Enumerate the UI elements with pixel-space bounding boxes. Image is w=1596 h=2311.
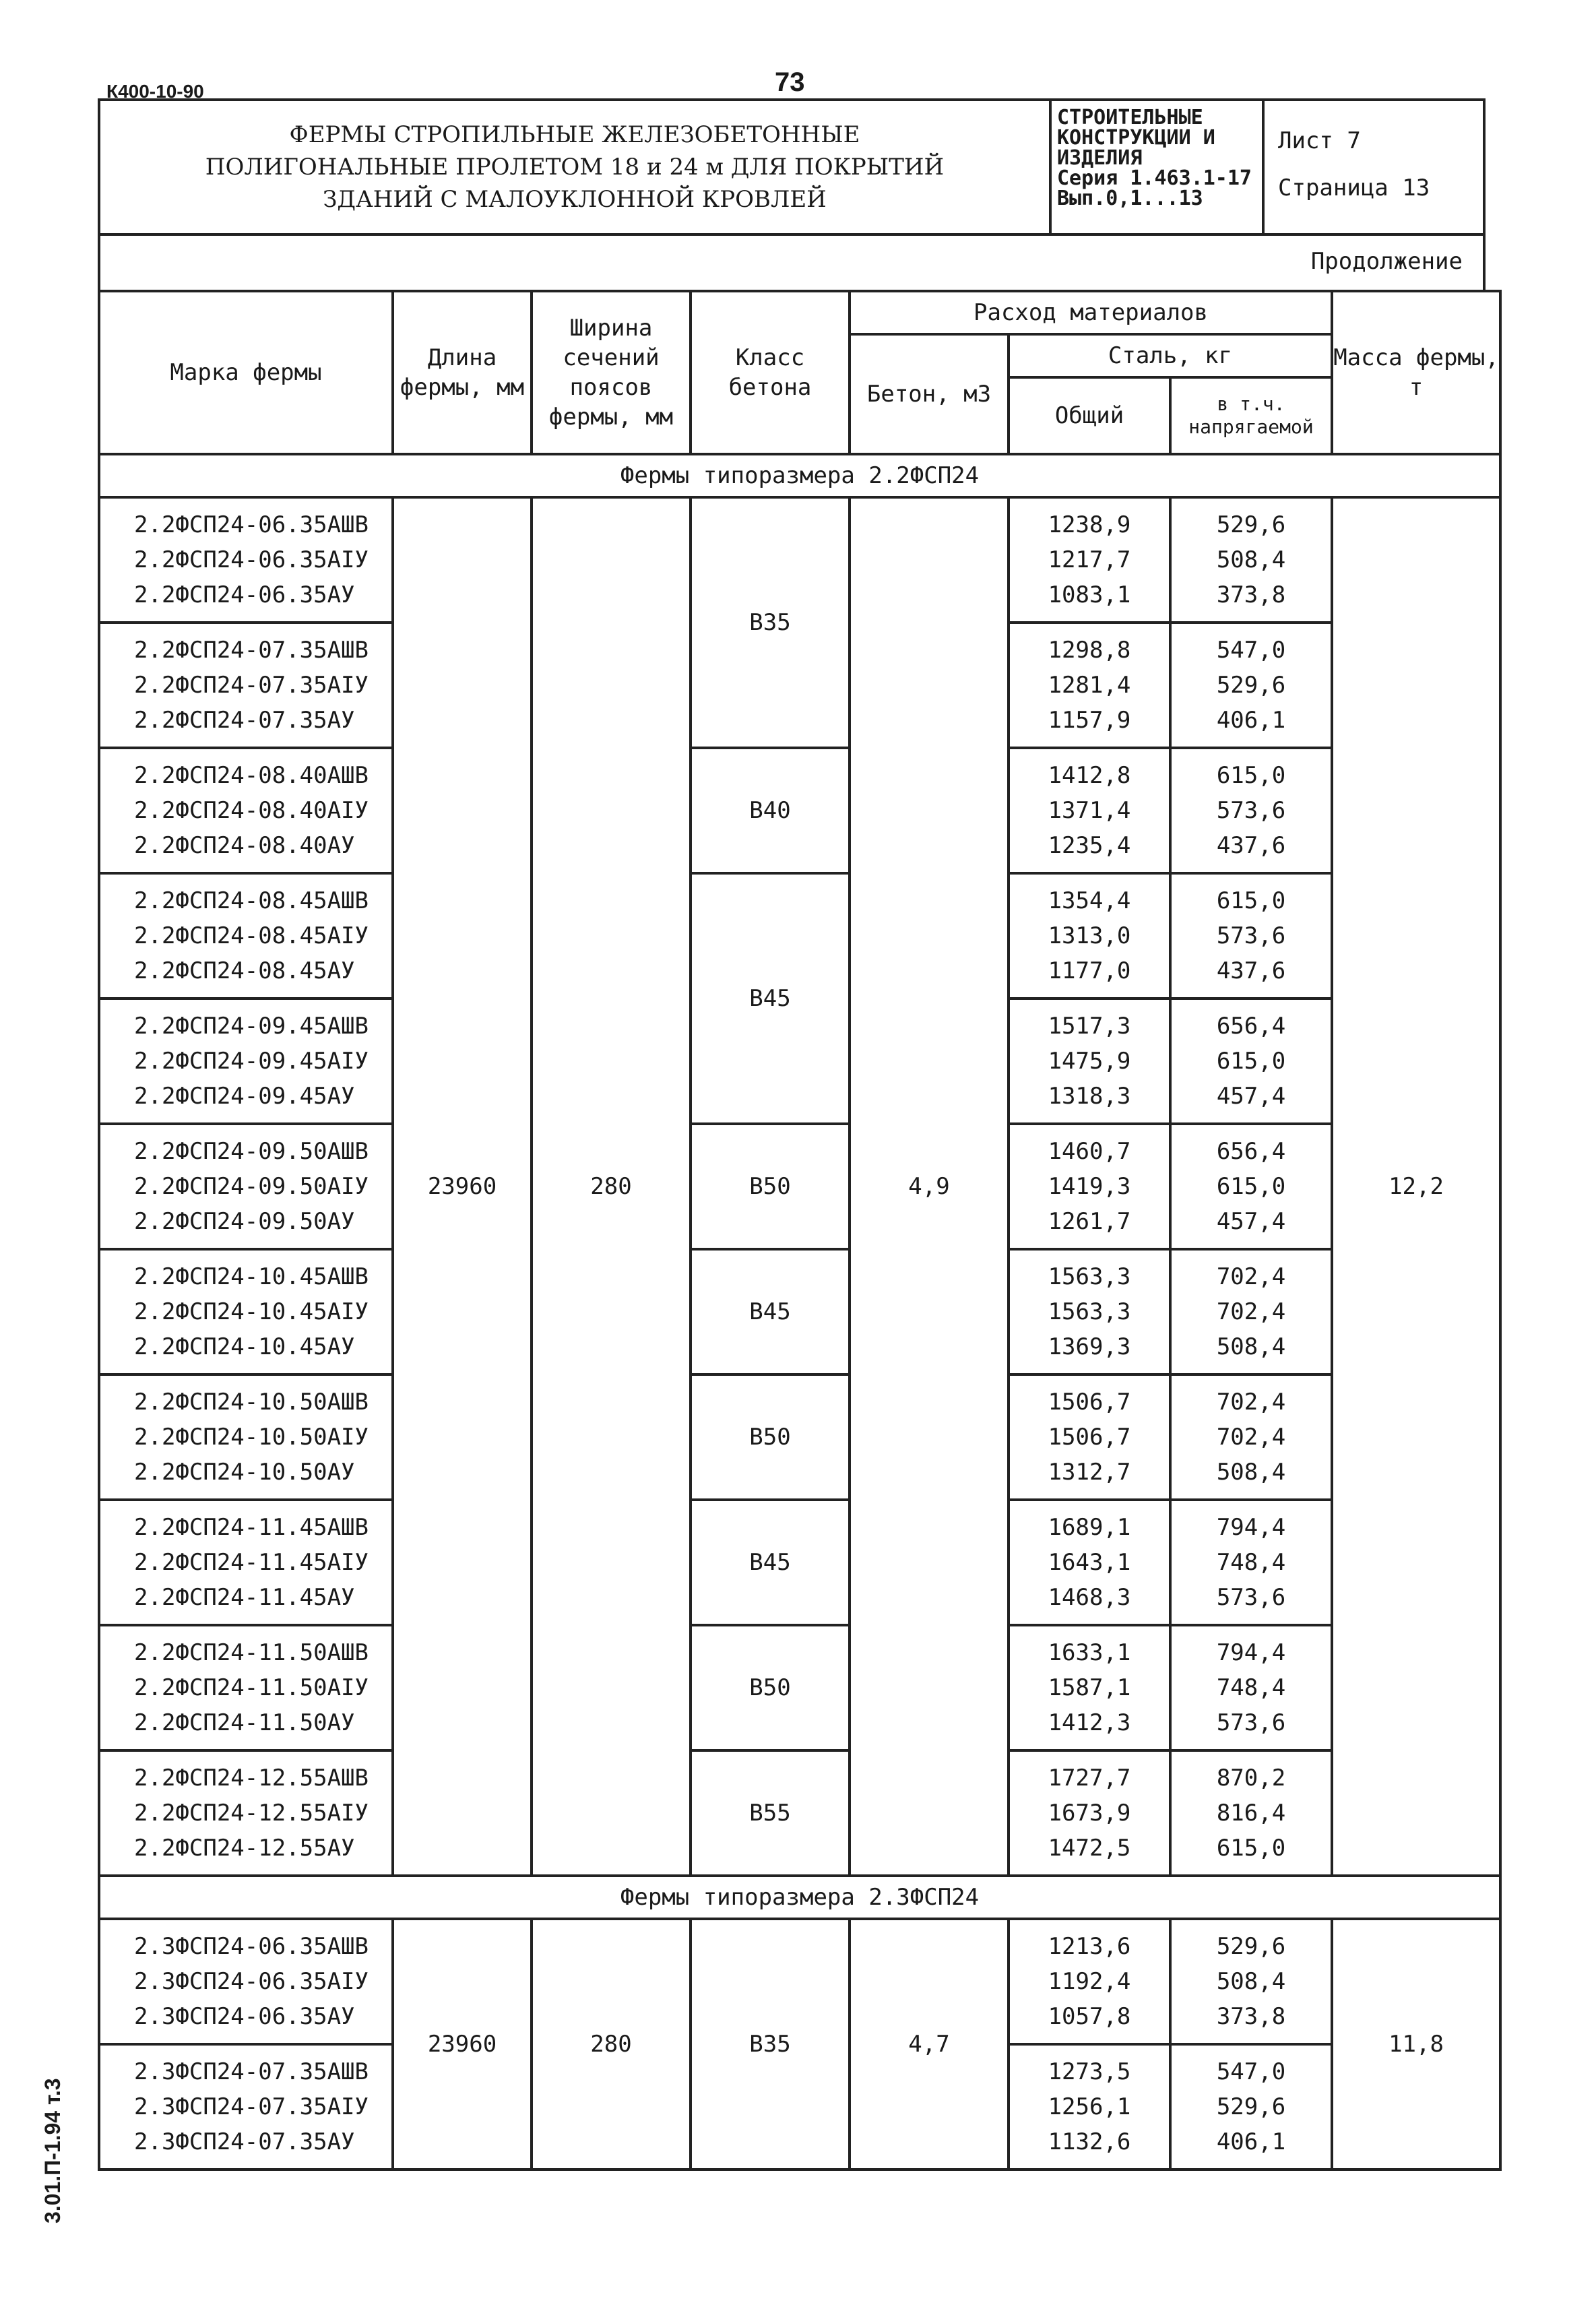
mark-cell xyxy=(99,2044,393,2170)
table-row xyxy=(99,1124,1500,1249)
steel-prestressed-value: 373,8 xyxy=(1216,581,1286,608)
truss-table xyxy=(98,290,1502,2171)
steel-prestressed-cell xyxy=(1170,748,1332,873)
mark-text: 2.2ФСП24-07.35АIУ xyxy=(134,672,369,699)
mass-cell: 12,2 xyxy=(1332,497,1500,1876)
group-title: Фермы типоразмера 2.2ФСП24 xyxy=(99,454,1500,497)
steel-prestressed-value: 457,4 xyxy=(1216,1208,1286,1235)
steel-total-value: 1472,5 xyxy=(1048,1835,1131,1862)
steel-total-value: 1256,1 xyxy=(1048,2093,1131,2120)
width-cell: 280 xyxy=(532,497,691,1876)
col-steel-total: Общий xyxy=(1009,377,1170,454)
mark-text: 2.2ФСП24-10.45АУ xyxy=(134,1333,355,1360)
mark-cell xyxy=(99,999,393,1124)
steel-prestressed-value: 508,4 xyxy=(1216,1459,1286,1486)
steel-total-cell xyxy=(1009,1919,1170,2044)
mark-text: 2.2ФСП24-11.50АУ xyxy=(134,1709,355,1736)
mark-text: 2.3ФСП24-07.35АШВ xyxy=(134,2058,369,2085)
mark-text: 2.2ФСП24-09.45АУ xyxy=(134,1083,355,1110)
class-cell: B50 xyxy=(691,1374,850,1500)
mark-cell xyxy=(99,1124,393,1249)
col-mass: Масса фермы, т xyxy=(1332,291,1500,454)
steel-prestressed-value: 573,6 xyxy=(1216,1709,1286,1736)
steel-total-value: 1506,7 xyxy=(1048,1389,1131,1416)
col-class: Класс бетона xyxy=(691,291,850,454)
col-width: Ширина сечений поясов фермы, мм xyxy=(532,291,691,454)
group-row xyxy=(99,454,1500,497)
steel-prestressed-value: 870,2 xyxy=(1216,1765,1286,1792)
mark-text: 2.2ФСП24-09.45АIУ xyxy=(134,1048,369,1075)
steel-total-cell xyxy=(1009,1124,1170,1249)
steel-prestressed-value: 437,6 xyxy=(1216,957,1286,984)
table-row xyxy=(99,873,1500,999)
steel-total-value: 1083,1 xyxy=(1048,581,1131,608)
class-cell: B45 xyxy=(691,1249,850,1374)
steel-total-cell xyxy=(1009,497,1170,623)
steel-total-value: 1475,9 xyxy=(1048,1048,1131,1075)
steel-total-value: 1587,1 xyxy=(1048,1674,1131,1701)
steel-total-cell xyxy=(1009,623,1170,748)
table-row xyxy=(99,748,1500,873)
mark-text: 2.3ФСП24-06.35АIУ xyxy=(134,1968,369,1995)
steel-prestressed-cell xyxy=(1170,1625,1332,1750)
steel-prestressed-value: 615,0 xyxy=(1216,762,1286,789)
steel-total-value: 1460,7 xyxy=(1048,1138,1131,1165)
length-cell: 23960 xyxy=(393,1919,532,2170)
series-info xyxy=(1049,101,1265,233)
document-code: К400-10-90 xyxy=(106,81,204,102)
mark-text: 2.2ФСП24-07.35АШВ xyxy=(134,637,369,664)
steel-total-value: 1273,5 xyxy=(1048,2058,1131,2085)
steel-prestressed-value: 573,6 xyxy=(1216,922,1286,949)
title-line: ЗДАНИЙ С МАЛОУКЛОННОЙ КРОВЛЕЙ xyxy=(323,186,827,213)
mark-text: 2.2ФСП24-09.50АУ xyxy=(134,1208,355,1235)
steel-prestressed-cell xyxy=(1170,1374,1332,1500)
steel-prestressed-cell xyxy=(1170,1249,1332,1374)
mark-text: 2.3ФСП24-07.35АУ xyxy=(134,2128,355,2155)
mark-text: 2.2ФСП24-10.50АШВ xyxy=(134,1389,369,1416)
steel-total-value: 1132,6 xyxy=(1048,2128,1131,2155)
concrete-cell: 4,7 xyxy=(850,1919,1009,2170)
steel-prestressed-value: 615,0 xyxy=(1216,1173,1286,1200)
steel-total-value: 1468,3 xyxy=(1048,1584,1131,1611)
steel-total-value: 1238,9 xyxy=(1048,511,1131,538)
series-line: ИЗДЕЛИЯ xyxy=(1057,146,1143,170)
steel-total-value: 1369,3 xyxy=(1048,1333,1131,1360)
steel-total-value: 1313,0 xyxy=(1048,922,1131,949)
steel-total-value: 1261,7 xyxy=(1048,1208,1131,1235)
steel-total-value: 1177,0 xyxy=(1048,957,1131,984)
steel-prestressed-cell xyxy=(1170,999,1332,1124)
mark-text: 2.2ФСП24-09.50АIУ xyxy=(134,1173,369,1200)
sheet-info xyxy=(1265,101,1486,233)
steel-prestressed-value: 615,0 xyxy=(1216,887,1286,914)
steel-total-value: 1192,4 xyxy=(1048,1968,1131,1995)
mark-cell xyxy=(99,1249,393,1374)
mark-text: 2.2ФСП24-10.50АУ xyxy=(134,1459,355,1486)
width-cell: 280 xyxy=(532,1919,691,2170)
steel-prestressed-value: 794,4 xyxy=(1216,1639,1286,1666)
mark-text: 2.2ФСП24-11.45АУ xyxy=(134,1584,355,1611)
class-cell: B45 xyxy=(691,873,850,1124)
mark-text: 2.2ФСП24-09.50АШВ xyxy=(134,1138,369,1165)
class-cell: B35 xyxy=(691,1919,850,2170)
steel-prestressed-value: 529,6 xyxy=(1216,511,1286,538)
mass-cell: 11,8 xyxy=(1332,1919,1500,2170)
steel-prestressed-value: 615,0 xyxy=(1216,1048,1286,1075)
length-cell: 23960 xyxy=(393,497,532,1876)
mark-cell xyxy=(99,1374,393,1500)
series-line: СТРОИТЕЛЬНЫЕ xyxy=(1057,106,1203,129)
mark-text: 2.2ФСП24-11.50АШВ xyxy=(134,1639,369,1666)
title-block xyxy=(98,98,1486,236)
mark-cell xyxy=(99,1500,393,1625)
steel-prestressed-cell xyxy=(1170,2044,1332,2170)
col-steel: Сталь, кг xyxy=(1009,334,1332,377)
group-title: Фермы типоразмера 2.3ФСП24 xyxy=(99,1876,1500,1919)
steel-prestressed-value: 702,4 xyxy=(1216,1263,1286,1290)
steel-prestressed-value: 508,4 xyxy=(1216,1968,1286,1995)
col-concrete: Бетон, м3 xyxy=(850,334,1009,454)
table-row xyxy=(99,1500,1500,1625)
steel-total-value: 1157,9 xyxy=(1048,707,1131,734)
group-row xyxy=(99,1876,1500,1919)
steel-prestressed-cell xyxy=(1170,1919,1332,2044)
steel-prestressed-value: 547,0 xyxy=(1216,637,1286,664)
steel-total-value: 1217,7 xyxy=(1048,546,1131,573)
mark-cell xyxy=(99,623,393,748)
steel-total-value: 1633,1 xyxy=(1048,1639,1131,1666)
steel-prestressed-value: 794,4 xyxy=(1216,1514,1286,1541)
steel-prestressed-value: 508,4 xyxy=(1216,1333,1286,1360)
steel-total-cell xyxy=(1009,873,1170,999)
mark-text: 2.2ФСП24-09.45АШВ xyxy=(134,1013,369,1040)
steel-total-value: 1412,3 xyxy=(1048,1709,1131,1736)
class-cell: B55 xyxy=(691,1750,850,1876)
steel-prestressed-value: 702,4 xyxy=(1216,1424,1286,1451)
steel-total-cell xyxy=(1009,1249,1170,1374)
mark-text: 2.2ФСП24-12.55АШВ xyxy=(134,1765,369,1792)
steel-total-value: 1563,3 xyxy=(1048,1263,1131,1290)
side-code: 3.01.П-1.94 т.3 xyxy=(40,2078,65,2223)
steel-total-value: 1412,8 xyxy=(1048,762,1131,789)
steel-total-value: 1689,1 xyxy=(1048,1514,1131,1541)
steel-prestressed-value: 529,6 xyxy=(1216,672,1286,699)
steel-prestressed-value: 702,4 xyxy=(1216,1298,1286,1325)
concrete-cell: 4,9 xyxy=(850,497,1009,1876)
table-row xyxy=(99,1919,1500,2044)
mark-text: 2.2ФСП24-12.55АIУ xyxy=(134,1800,369,1827)
steel-prestressed-cell xyxy=(1170,1124,1332,1249)
steel-total-value: 1371,4 xyxy=(1048,797,1131,824)
page-number: 73 xyxy=(775,67,805,97)
mark-text: 2.2ФСП24-07.35АУ xyxy=(134,707,355,734)
steel-prestressed-value: 406,1 xyxy=(1216,707,1286,734)
steel-total-cell xyxy=(1009,1374,1170,1500)
mark-cell xyxy=(99,1625,393,1750)
table-row xyxy=(99,497,1500,623)
steel-prestressed-value: 457,4 xyxy=(1216,1083,1286,1110)
table-row xyxy=(99,1750,1500,1876)
col-consumption: Расход материалов xyxy=(850,291,1332,334)
steel-prestressed-value: 406,1 xyxy=(1216,2128,1286,2155)
col-length: Длина фермы, мм xyxy=(393,291,532,454)
mark-text: 2.3ФСП24-06.35АУ xyxy=(134,2003,355,2030)
steel-prestressed-value: 437,6 xyxy=(1216,832,1286,859)
mark-cell xyxy=(99,497,393,623)
steel-prestressed-value: 748,4 xyxy=(1216,1674,1286,1701)
mark-text: 2.2ФСП24-06.35АIУ xyxy=(134,546,369,573)
steel-total-cell xyxy=(1009,1500,1170,1625)
mark-text: 2.2ФСП24-08.40АШВ xyxy=(134,762,369,789)
steel-total-value: 1517,3 xyxy=(1048,1013,1131,1040)
steel-prestressed-value: 373,8 xyxy=(1216,2003,1286,2030)
steel-prestressed-cell xyxy=(1170,873,1332,999)
steel-total-value: 1563,3 xyxy=(1048,1298,1131,1325)
mark-text: 2.2ФСП24-08.40АУ xyxy=(134,832,355,859)
steel-total-cell xyxy=(1009,748,1170,873)
steel-prestressed-cell xyxy=(1170,1500,1332,1625)
mark-text: 2.2ФСП24-11.45АШВ xyxy=(134,1514,369,1541)
mark-text: 2.3ФСП24-07.35АIУ xyxy=(134,2093,369,2120)
steel-prestressed-value: 615,0 xyxy=(1216,1835,1286,1862)
steel-total-value: 1643,1 xyxy=(1048,1549,1131,1576)
series-line: КОНСТРУКЦИИ И xyxy=(1057,126,1215,150)
steel-total-cell xyxy=(1009,1625,1170,1750)
steel-prestressed-value: 573,6 xyxy=(1216,797,1286,824)
class-cell: B35 xyxy=(691,497,850,748)
steel-prestressed-value: 656,4 xyxy=(1216,1013,1286,1040)
series-line: Серия 1.463.1-17 xyxy=(1057,166,1252,190)
mark-text: 2.2ФСП24-10.50АIУ xyxy=(134,1424,369,1451)
steel-total-value: 1673,9 xyxy=(1048,1800,1131,1827)
steel-total-value: 1235,4 xyxy=(1048,832,1131,859)
steel-total-cell xyxy=(1009,1750,1170,1876)
steel-total-value: 1057,8 xyxy=(1048,2003,1131,2030)
mark-text: 2.2ФСП24-11.45АIУ xyxy=(134,1549,369,1576)
document-title xyxy=(100,101,1052,233)
steel-total-cell xyxy=(1009,2044,1170,2170)
col-mark: Марка фермы xyxy=(99,291,393,454)
mark-text: 2.2ФСП24-08.45АIУ xyxy=(134,922,369,949)
mark-text: 2.2ФСП24-10.45АIУ xyxy=(134,1298,369,1325)
steel-prestressed-cell xyxy=(1170,1750,1332,1876)
table-row xyxy=(99,1249,1500,1374)
mark-text: 2.2ФСП24-11.50АIУ xyxy=(134,1674,369,1701)
steel-total-value: 1727,7 xyxy=(1048,1765,1131,1792)
mark-cell xyxy=(99,873,393,999)
mark-text: 2.2ФСП24-08.40АIУ xyxy=(134,797,369,824)
class-cell: B50 xyxy=(691,1124,850,1249)
steel-total-value: 1281,4 xyxy=(1048,672,1131,699)
steel-prestressed-value: 508,4 xyxy=(1216,546,1286,573)
mark-text: 2.2ФСП24-06.35АШВ xyxy=(134,511,369,538)
steel-total-value: 1213,6 xyxy=(1048,1933,1131,1960)
steel-prestressed-value: 529,6 xyxy=(1216,1933,1286,1960)
steel-total-value: 1506,7 xyxy=(1048,1424,1131,1451)
steel-total-value: 1318,3 xyxy=(1048,1083,1131,1110)
continuation-label: Продолжение xyxy=(98,236,1486,292)
col-steel-prestressed: в т.ч. напрягаемой xyxy=(1170,377,1332,454)
steel-total-cell xyxy=(1009,999,1170,1124)
steel-total-value: 1298,8 xyxy=(1048,637,1131,664)
sheet-number: Лист 7 xyxy=(1278,127,1361,154)
steel-prestressed-value: 547,0 xyxy=(1216,2058,1286,2085)
title-line: ФЕРМЫ СТРОПИЛЬНЫЕ ЖЕЛЕЗОБЕТОННЫЕ xyxy=(289,121,860,148)
steel-prestressed-value: 816,4 xyxy=(1216,1800,1286,1827)
mark-cell xyxy=(99,1750,393,1876)
mark-cell xyxy=(99,748,393,873)
class-cell: B50 xyxy=(691,1625,850,1750)
steel-prestressed-value: 529,6 xyxy=(1216,2093,1286,2120)
class-cell: B40 xyxy=(691,748,850,873)
steel-prestressed-value: 656,4 xyxy=(1216,1138,1286,1165)
steel-prestressed-cell xyxy=(1170,623,1332,748)
mark-text: 2.2ФСП24-12.55АУ xyxy=(134,1835,355,1862)
mark-text: 2.2ФСП24-08.45АШВ xyxy=(134,887,369,914)
steel-prestressed-cell xyxy=(1170,497,1332,623)
steel-total-value: 1354,4 xyxy=(1048,887,1131,914)
mark-text: 2.2ФСП24-06.35АУ xyxy=(134,581,355,608)
steel-total-value: 1312,7 xyxy=(1048,1459,1131,1486)
steel-total-value: 1419,3 xyxy=(1048,1173,1131,1200)
mark-text: 2.3ФСП24-06.35АШВ xyxy=(134,1933,369,1960)
steel-prestressed-value: 748,4 xyxy=(1216,1549,1286,1576)
table-row xyxy=(99,1625,1500,1750)
title-line: ПОЛИГОНАЛЬНЫЕ ПРОЛЕТОМ 18 и 24 м ДЛЯ ПОКРЫТИЙ xyxy=(205,154,945,181)
steel-prestressed-value: 573,6 xyxy=(1216,1584,1286,1611)
page-label: Страница 13 xyxy=(1278,175,1430,201)
class-cell: B45 xyxy=(691,1500,850,1625)
table-row xyxy=(99,1374,1500,1500)
mark-text: 2.2ФСП24-10.45АШВ xyxy=(134,1263,369,1290)
mark-cell xyxy=(99,1919,393,2044)
steel-prestressed-value: 702,4 xyxy=(1216,1389,1286,1416)
series-line: Вып.0,1...13 xyxy=(1057,187,1203,210)
mark-text: 2.2ФСП24-08.45АУ xyxy=(134,957,355,984)
